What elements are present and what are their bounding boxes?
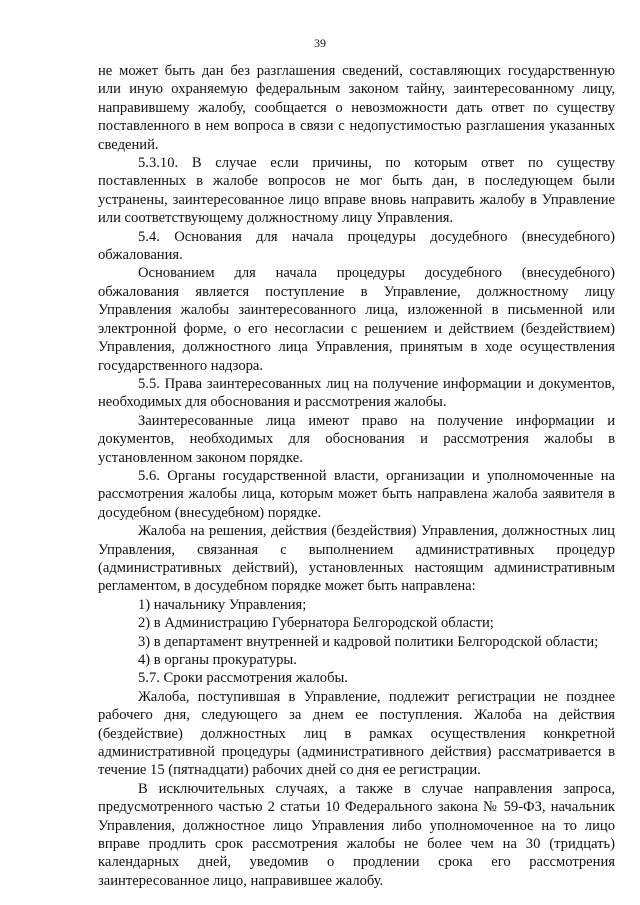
section-heading-5-5: 5.5. Права заинтересованных лиц на получение информации и документов, необходимых для обоснования и рассмотрения жалобы. — [98, 375, 615, 411]
section-heading-5-7: 5.7. Сроки рассмотрения жалобы. — [138, 670, 348, 687]
paragraph-5-3-10: 5.3.10. В случае если причины, по которым ответ по существу поставленных в жалобе вопросов не мог быть дан, в последующем были устранены, заинтересованное лицо вправе вновь направить жалобу в Управление или соответствующему должностному лицу Управления. — [98, 155, 615, 227]
document-body — [98, 62, 615, 890]
paragraph-complaint-addressees: Жалоба на решения, действия (бездействия) Управления, должностных лиц Управления, связанная с выполнением административных процедур (административных действий), установленных настоящим административным регламентом, в досудебном порядке может быть направлена: — [98, 523, 615, 595]
paragraph-registration: Жалоба, поступившая в Управление, подлежит регистрации не позднее рабочего дня, следующего за днем ее поступления. Жалоба на действия (бездействие) должностных лиц в рамках осуществления конкретной административной процедуры (административного действия) рассматривается в течение 15 (пятнадцати) рабочих дней со дня ее регистрации. — [98, 688, 615, 779]
paragraph-grounds: Основанием для начала процедуры досудебного (внесудебного) обжалования является поступление в Управление, должностному лицу Управления жалобы заинтересованного лица, изложенной в письменной или электронной форме, о его несогласии с решением и действием (бездействием) Управления, должностного лица Управления, принятым в ходе осуществления государственного надзора. — [98, 265, 615, 374]
paragraph-continuation: не может быть дан без разглашения сведений, составляющих государственную или иную охраняемую федеральным законом тайну, заинтересованному лицу, направившему жалобу, сообщается о невозможности дать ответ по существу поставленного в нем вопроса в связи с недопустимостью разглашения указанных сведений. — [98, 63, 615, 153]
list-item-4: 4) в органы прокуратуры. — [138, 652, 297, 668]
paragraph-extension: В исключительных случаях, а также в случае направления запроса, предусмотренного частью 2 статьи 10 Федерального закона № 59-ФЗ, начальник Управления, должностное лицо Управления либо уполномоченное на то лицо вправе продлить срок рассмотрения жалобы не более чем на 30 (тридцать) календарных дней, уведомив о продлении срока его рассмотрения заинтересованное лицо, направившее жалобу. — [98, 780, 615, 889]
section-heading-5-6: 5.6. Органы государственной власти, организации и уполномоченные на рассмотрения жалобы лица, которым может быть направлена жалоба заявителя в досудебном (внесудебном) порядке. — [98, 467, 615, 521]
list-item-1: 1) начальнику Управления; — [138, 596, 307, 613]
paragraph-rights: Заинтересованные лица имеют право на получение информации и документов, необходимых для обоснования и рассмотрения жалобы в установленном законом порядке. — [98, 412, 615, 466]
list-item-2: 2) в Администрацию Губернатора Белгородской области; — [138, 615, 494, 632]
section-heading-5-4: 5.4. Основания для начала процедуры досудебного (внесудебного) обжалования. — [98, 228, 615, 264]
list-item-3: 3) в департамент внутренней и кадровой политики Белгородской области; — [138, 633, 599, 650]
page-number: 39 — [314, 36, 326, 50]
